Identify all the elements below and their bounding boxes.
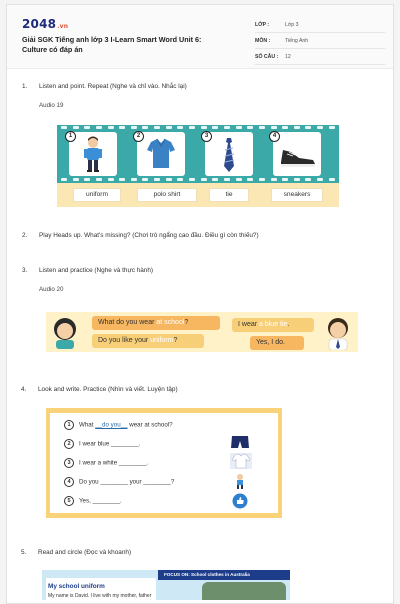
film-strip [57, 125, 339, 183]
question-text: Play Heads up. What's missing? (Chơi trò ngẩng cao đầu. Điều gì còn thiếu?) [39, 232, 259, 239]
question-2 [22, 232, 259, 239]
focus-banner: FOCUS ON: School clothes in Australia [158, 570, 290, 580]
film-holes-top [61, 126, 335, 130]
meta-label: SỐ CÂU : [255, 53, 279, 60]
number-badge: 3 [201, 131, 212, 142]
word-label-uniform: uniform [73, 188, 121, 202]
site-logo[interactable]: 2048.vn [22, 17, 69, 31]
boy-avatar-icon [322, 314, 354, 350]
meta-row-count [255, 49, 385, 65]
meta-table [255, 17, 385, 65]
frame-polo-shirt [137, 132, 185, 176]
frame-tie [205, 132, 253, 176]
document-header [7, 5, 393, 69]
question-4 [21, 386, 178, 393]
sneakers-icon [273, 132, 321, 176]
meta-value: 12 [285, 53, 291, 60]
number-badge: 1 [65, 131, 76, 142]
question-number: 1. [22, 83, 28, 90]
frame-sneakers [273, 132, 321, 176]
meta-row-subject [255, 33, 385, 49]
meta-label: MÔN : [255, 37, 271, 44]
film-holes-bottom [61, 178, 335, 182]
question-text: Listen and point. Repeat (Nghe và chỉ vào. Nhắc lại) [39, 83, 187, 90]
tie-icon [205, 132, 253, 176]
exercise-panel [50, 413, 278, 513]
exercise-line-2: 2 I wear blue ________. [64, 439, 140, 449]
school-photo [202, 582, 286, 600]
exercise-line-3: 3 I wear a white ________. [64, 458, 148, 468]
question-number: 4. [21, 386, 27, 393]
word-label-polo-shirt: polo shirt [137, 188, 197, 202]
bubble-answer-1: I wear a blue tie. [232, 318, 314, 332]
meta-value: Tiếng Anh [285, 37, 309, 44]
audio-label-1[interactable]: Audio 19 [39, 102, 64, 109]
figure-reading [42, 570, 290, 600]
question-1 [22, 83, 187, 90]
document-title: Giải SGK Tiếng anh lớp 3 I-Learn Smart Word Unit 6: Culture có đáp án [22, 35, 202, 54]
exercise-line-1: 1 What __do you__ wear at school? [64, 420, 173, 430]
audio-label-2[interactable]: Audio 20 [39, 286, 64, 293]
exercise-line-5: 5 Yes, ________. [64, 496, 122, 506]
thumbs-up-icon [232, 493, 248, 509]
question-number: 3. [22, 267, 28, 274]
blue-shorts-icon [230, 435, 250, 449]
question-text: Read and circle (Đọc và khoanh) [38, 549, 132, 556]
word-label-tie: tie [209, 188, 249, 202]
figure-dialogue [46, 312, 358, 352]
bubble-question-2: Do you like your uniform? [92, 334, 204, 348]
exercise-line-4: 4 Do you ________ your ________? [64, 477, 174, 487]
meta-row-grade [255, 17, 385, 33]
white-shirt-icon [230, 453, 252, 469]
question-text: Listen and practice (Nghe và thực hành) [39, 267, 154, 274]
word-label-sneakers: sneakers [271, 188, 323, 202]
figure-look-and-write [46, 408, 282, 518]
figure-clothes-film [57, 125, 339, 209]
meta-value: Lớp 3 [285, 21, 299, 28]
question-3 [22, 267, 153, 274]
question-number: 2. [22, 232, 28, 239]
uniform-boy-icon [69, 132, 117, 176]
number-badge: 4 [269, 131, 280, 142]
girl-avatar-icon [50, 315, 80, 349]
question-number: 5. [21, 549, 27, 556]
question-text: Look and write. Practice (Nhìn và viết. Luyện tập) [38, 386, 178, 393]
meta-label: LỚP : [255, 21, 270, 28]
bubble-answer-2: Yes, I do. [250, 336, 304, 350]
reading-text: My name is David. I live with my mother, father [48, 593, 152, 599]
number-badge: 2 [133, 131, 144, 142]
frame-uniform [69, 132, 117, 176]
polo-shirt-icon [137, 132, 185, 176]
boy-uniform-icon [232, 473, 248, 489]
bubble-question-1: What do you wear at school? [92, 316, 220, 330]
question-5 [21, 549, 131, 556]
reading-title: My school uniform [48, 583, 105, 590]
